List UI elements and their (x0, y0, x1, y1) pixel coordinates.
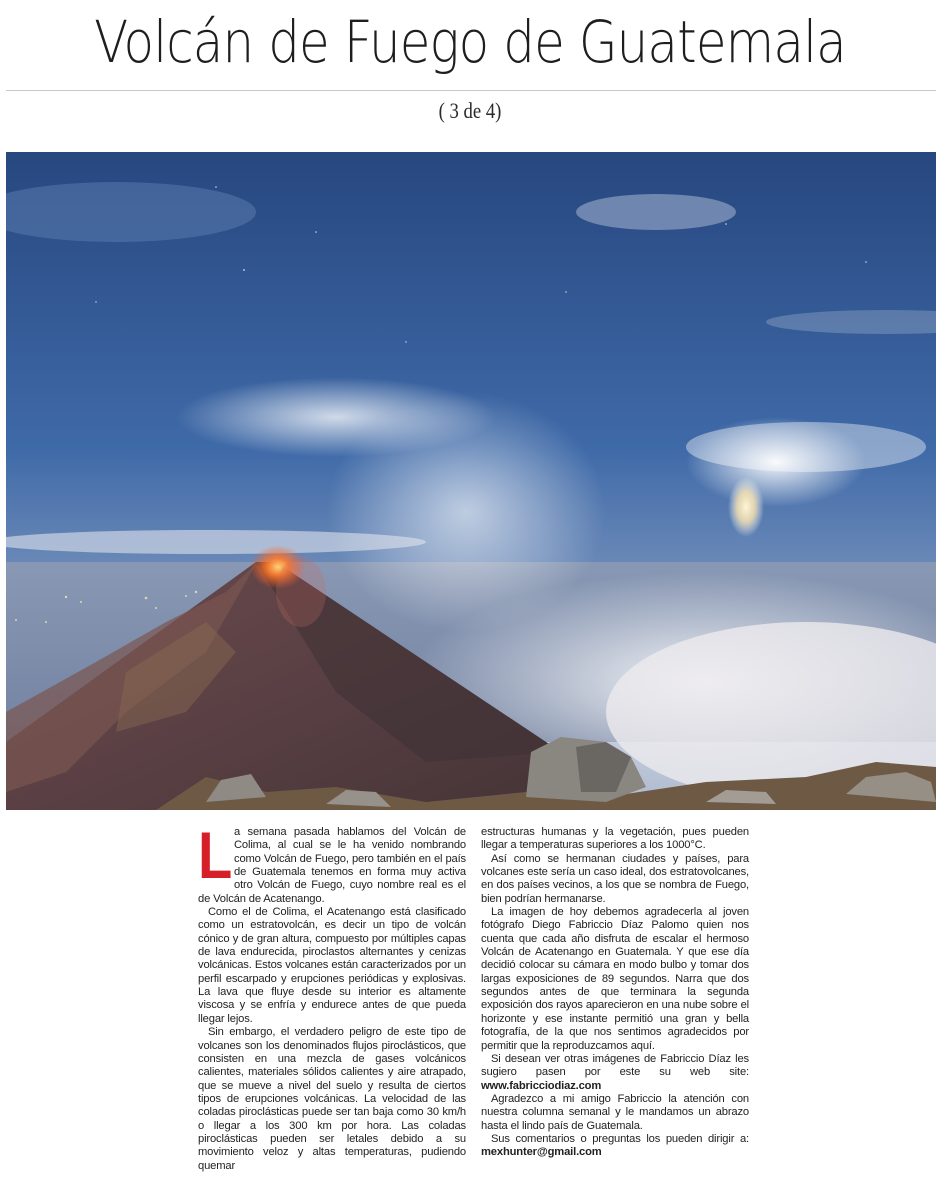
contact-email-link[interactable]: mexhunter@gmail.com (481, 1146, 602, 1159)
volcano-photo (6, 152, 936, 810)
drop-cap: L (198, 818, 233, 892)
paragraph-intro-text: a semana pasada hablamos del Volcán de Colima, al cual se le ha venido nombrando como Volcán de Fuego, pero también en el país de Guatemala tenemos en forma muy activa otro Volcán de Fuego, cuyo nombre real es el de Volcán de Acatenango. (198, 826, 466, 905)
paragraph: Agradezco a mi amigo Fabriccio la atención con nuestra columna semanal y le mandamos un abrazo hasta el lindo país de Guatemala. (481, 1092, 749, 1132)
paragraph: Así como se hermanan ciudades y países, para volcanes este sería un caso ideal, dos estratovolcanes, en dos países vecinos, a los que se nombra de Fuego, bien podrían hermanarse. (481, 852, 749, 905)
article-column-right (481, 826, 749, 1160)
title-divider (6, 90, 936, 91)
paragraph: Sin embargo, el verdadero peligro de este tipo de volcanes son los denominados flujos piroclásticos, que consisten en una mezcla de gases volcánicos calientes, materiales sólidos calientes y aire atrapado, que se mueve a nivel del suelo y resulta de ciertos tipos de erupciones volcánicas. La velocidad de las coladas piroclásticas puede ser tan baja como 30 km/h o llegar a los 300 km por hora. Las coladas piroclásticas pueden ser letales debido a su movimiento veloz y altas temperaturas, pudiendo quemar (198, 1026, 466, 1172)
paragraph-contact (481, 1133, 749, 1160)
website-intro-text: Si desean ver otras imágenes de Fabriccio Díaz les sugiero pasen por este su web site: (481, 1052, 749, 1079)
paragraph: Como el de Colima, el Acatenango está clasificado como un estratovolcán, es decir un tipo de volcán cónico y de gran altura, compuesto por múltiples capas de lava endurecida, piroclastos alternantes y cenizas volcánicas. Estos volcanes están caracterizados por un perfil escarpado y erupciones periódicas y explosivas. La lava que fluye desde su interior es altamente viscosa y se enfría y endurece antes de que pueda llegar lejos. (198, 906, 466, 1025)
volcano-photo-illustration (6, 152, 936, 810)
website-link[interactable]: www.fabricciodiaz.com (481, 1079, 602, 1092)
paragraph: estructuras humanas y la vegetación, pues pueden llegar a temperaturas superiores a los 1000°C. (481, 826, 749, 852)
paragraph-intro (198, 818, 466, 906)
paragraph-website (481, 1053, 749, 1093)
article-column-left (198, 818, 466, 1173)
article-title: Volcán de Fuego de Guatemala (94, 8, 846, 76)
paragraph: La imagen de hoy debemos agradecerla al joven fotógrafo Diego Fabriccio Díaz Palomo quien nos cuenta que cada año disfruta de escalar el hermoso Volcán de Acatenango en Guatemala. Y que ese día decidió colocar su cámara en modo bulbo y tomar dos largas exposiciones de 89 segundos. Narra que dos segundos antes de que terminara la segunda exposición dos rayos aparecieron en una nube sobre el horizonte y ese instante permitió una gran y bella fotografía, de la que nos sentimos agradecidos por permitir que la reproduzcamos aquí. (481, 906, 749, 1052)
series-part-label: ( 3 de 4) (438, 98, 502, 123)
contact-intro-text: Sus comentarios o preguntas los pueden dirigir a: (491, 1132, 749, 1145)
